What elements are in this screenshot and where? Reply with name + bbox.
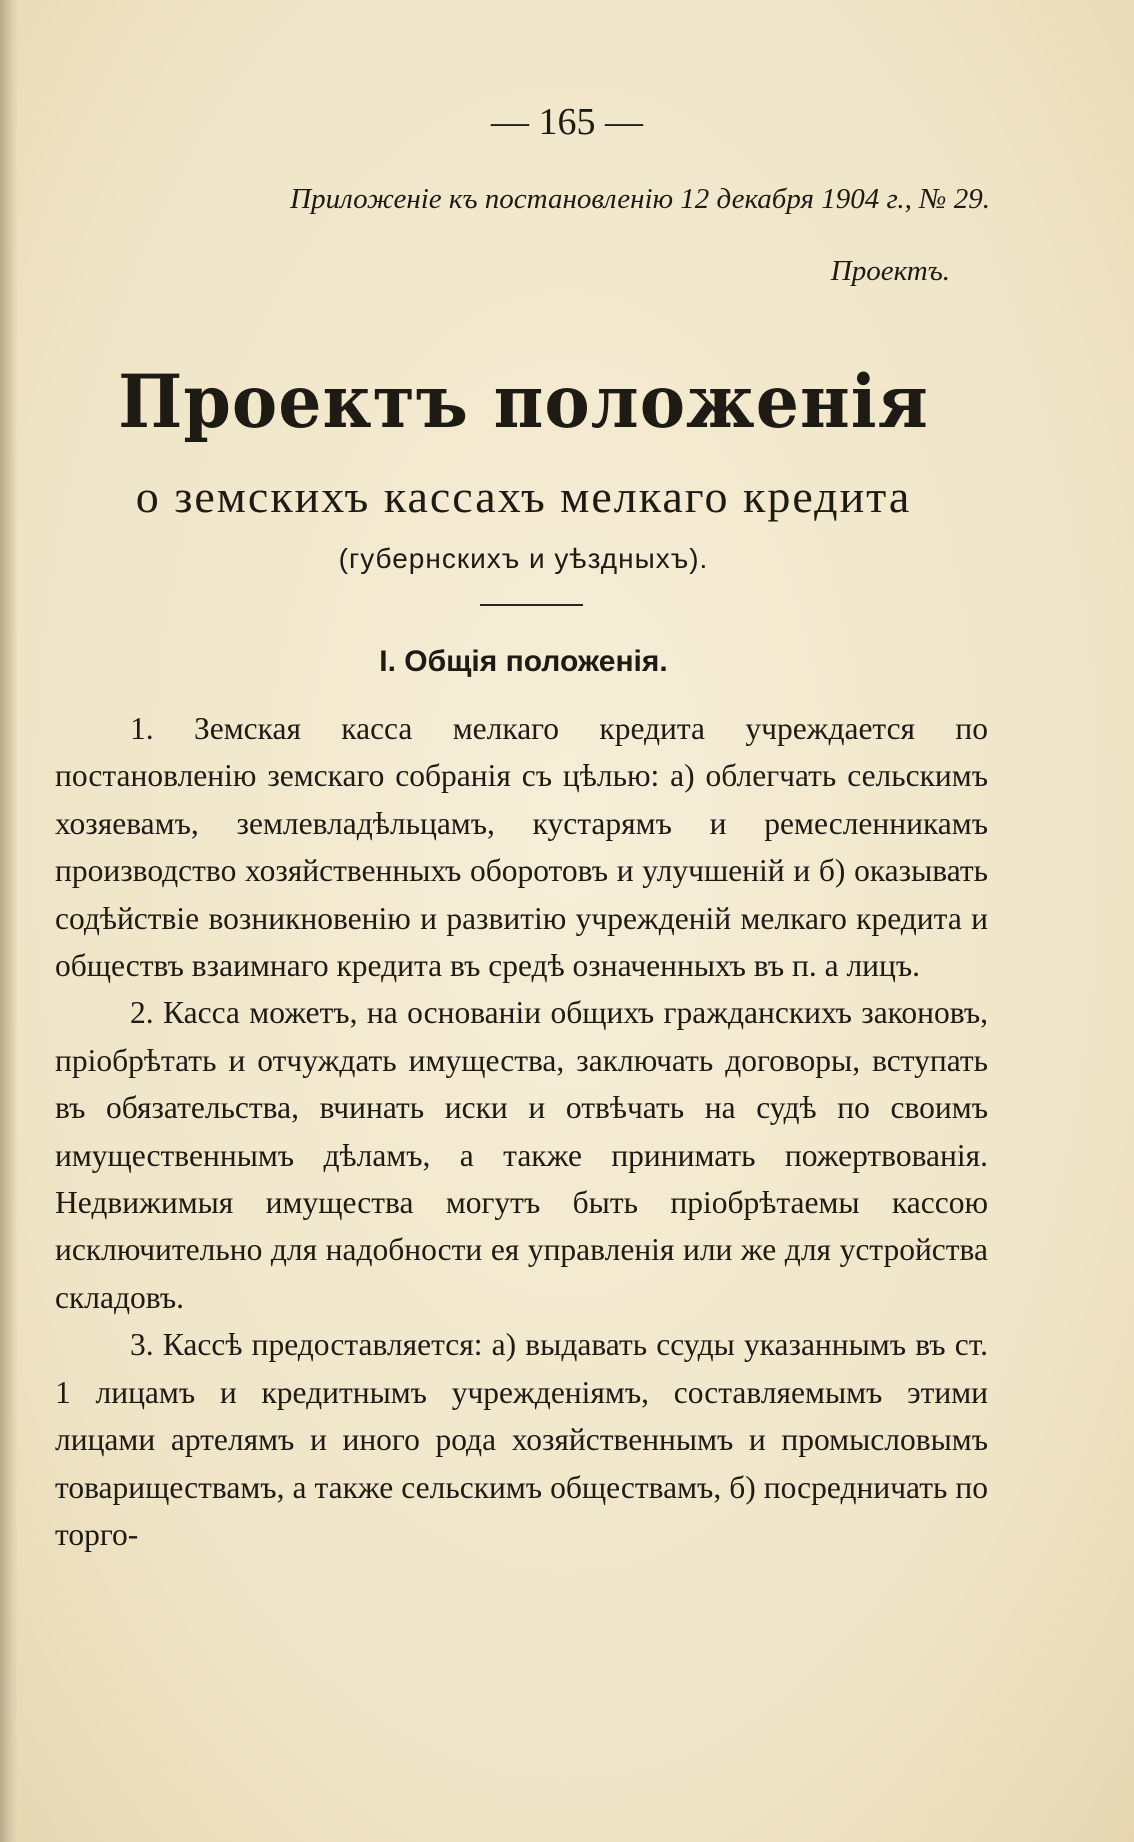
appendix-note: Приложеніе къ постановленію 12 декабря 1904 г., № 29. <box>290 183 990 215</box>
draft-label: Проектъ. <box>830 255 950 287</box>
paragraph-1: 1. Земская касса мелкаго кредита учреждается по постановленію земскаго собранія съ цѣлью: а) облегчать сельскимъ хозяевамъ, землевладѣльцамъ, кустарямъ и ремесленникамъ производство хозяйственныхъ оборотовъ и улучшеній и б) оказывать содѣйствіе возникновенію и развитію учрежденій мелкаго кредита и обществъ взаимнаго кредита въ средѣ означенныхъ въ п. а лицъ. <box>55 711 988 984</box>
page-number: — 165 — <box>491 101 643 143</box>
paragraph-3: 3. Кассѣ предоставляется: а) выдавать ссуды указаннымъ въ ст. 1 лицамъ и кредитнымъ учрежденіямъ, составляемымъ этими лицами артелямъ и иного рода хозяйственнымъ и промысловымъ товариществамъ, а также сельскимъ обществамъ, б) посредничать по торго- <box>55 1327 988 1552</box>
paragraph-2: 2. Касса можетъ, на основаніи общихъ гражданскихъ законовъ, пріобрѣтать и отчуждать имущества, заключать договоры, вступать въ обязательства, вчинать иски и отвѣчать на судѣ по своимъ имущественнымъ дѣламъ, а также принимать пожертвованія. Недвижимыя имущества могутъ быть пріобрѣтаемы кассою исключительно для надобности ея управленія или же для устройства складовъ. <box>55 995 988 1315</box>
title-divider <box>480 604 583 606</box>
document-title: Проектъ положенія <box>118 358 929 446</box>
body-text <box>55 705 988 1558</box>
document-subtitle-parenthetical: (губернскихъ и уѣздныхъ). <box>338 543 709 574</box>
page-edge-shadow <box>0 0 18 1842</box>
section-heading: I. Общія положенія. <box>379 645 668 678</box>
document-subtitle: о земскихъ кассахъ мелкаго кредита <box>135 471 912 522</box>
